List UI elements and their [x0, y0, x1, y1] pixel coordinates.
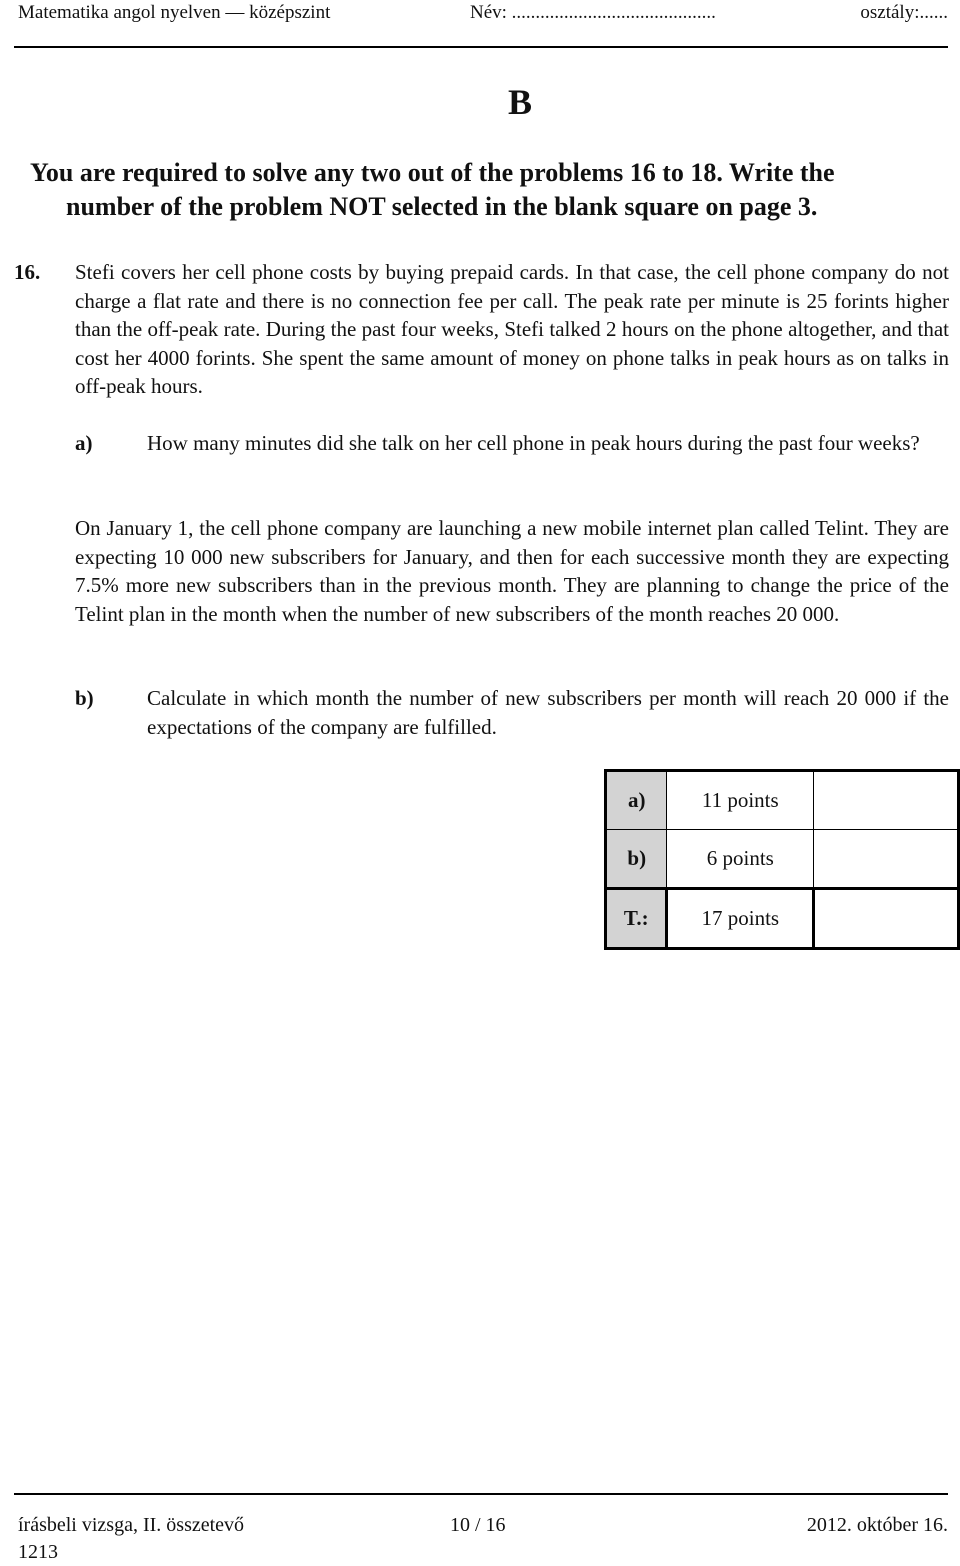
header-class-field: osztály:...... — [860, 2, 948, 23]
score-label-b: b) — [606, 830, 667, 889]
instructions — [30, 156, 940, 224]
page-header — [18, 0, 948, 26]
score-row-b — [606, 830, 959, 889]
score-label-a: a) — [606, 771, 667, 830]
problem-intro: Stefi covers her cell phone costs by buying prepaid cards. In that case, the cell phone company do not charge a flat rate and there is no connection fee per call. The peak rate per minute is 25 forints higher than the off-peak rate. During the past four weeks, Stefi talked 2 hours on the phone altogether, and that cost her 4000 forints. She spent the same amount of money on phone talks in peak hours as on talks in off-peak hours. — [75, 260, 949, 398]
footer-date: 2012. október 16. — [806, 1514, 948, 1536]
footer-divider — [14, 1493, 948, 1495]
instructions-line-2: number of the problem NOT selected in the blank square on page 3. — [66, 192, 818, 221]
score-points-total: 17 points — [667, 889, 814, 949]
score-label-total: T.: — [606, 889, 667, 949]
score-points-a: 11 points — [667, 771, 814, 830]
score-blank-b — [814, 830, 959, 889]
question-a-text: How many minutes did she talk on her cell phone in peak hours during the past four weeks? — [147, 431, 920, 455]
score-points-b: 6 points — [667, 830, 814, 889]
footer-code: 1213 — [18, 1541, 58, 1563]
score-blank-total — [814, 889, 959, 949]
question-b-text: Calculate in which month the number of new subscribers per month will reach 20 000 if the expectations of the company are fulfilled. — [147, 686, 949, 739]
score-row-total — [606, 889, 959, 949]
instructions-line-1: You are required to solve any two out of the problems 16 to 18. Write the — [30, 158, 835, 187]
score-row-a — [606, 771, 959, 830]
score-blank-a — [814, 771, 959, 830]
problem-context: On January 1, the cell phone company are launching a new mobile internet plan called Telint. They are expecting 10 000 new subscribers for January, and then for each successive month they are expecting 7.5% more new subscribers than in the previous month. They are planning to change the price of the Telint plan in the month when the number of new subscribers of the month reaches 20 000. — [75, 516, 949, 626]
question-a-label: a) — [75, 431, 93, 455]
footer-page-number: 10 / 16 — [450, 1514, 506, 1536]
section-title: B — [507, 82, 532, 122]
header-divider — [14, 46, 948, 48]
header-name-field: Név: ........................................... — [470, 2, 716, 23]
question-b-label: b) — [75, 686, 94, 710]
score-table — [604, 769, 960, 950]
problem-number: 16. — [14, 260, 41, 284]
header-subject: Matematika angol nyelven — középszint — [18, 2, 331, 23]
footer-exam-part: írásbeli vizsga, II. összetevő — [18, 1514, 245, 1536]
